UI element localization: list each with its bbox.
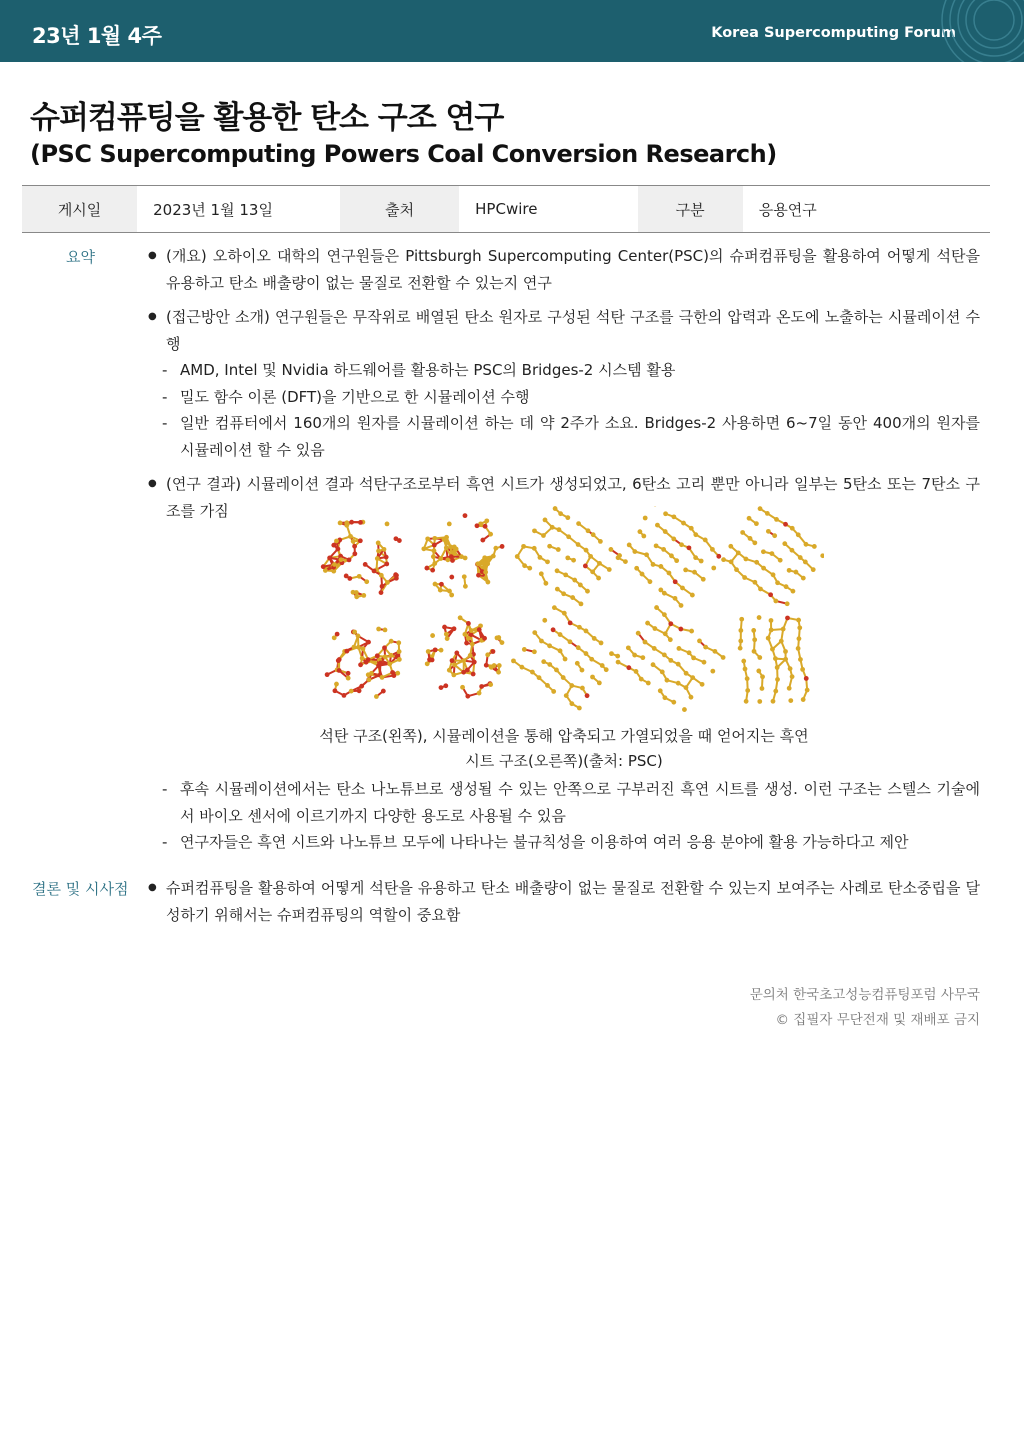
summary-label: 요약	[66, 248, 95, 266]
structure-panel-6	[325, 627, 402, 699]
swirl-decoration-icon	[924, 0, 1024, 62]
structure-panel-3	[515, 506, 622, 606]
week-label: 23년 1월 4주	[32, 24, 162, 48]
followup-detail-nanotube: - 후속 시뮬레이션에서는 탄소 나노튜브로 생성될 수 있는 안쪽으로 구부러진 흑연 시트를 생성. 이런 구조는 스텔스 기술에서 바이오 센서에 이르기까지 다양한 용도로 사용될 수 있음	[148, 776, 980, 829]
approach-detail-runtime: - 일반 컴퓨터에서 160개의 원자를 시뮬레이션 하는 데 약 2주가 소요. Bridges-2 사용하면 6~7일 동안 400개의 원자를 시뮬레이션 할 수 있음	[148, 410, 980, 463]
source-label: 출처	[340, 186, 459, 232]
structure-panel-1	[321, 520, 402, 600]
structure-panel-5	[721, 506, 824, 606]
forum-name: Korea Supercomputing Forum	[711, 25, 956, 41]
structure-panel-10	[738, 615, 810, 704]
source-value: HPCwire	[459, 186, 637, 232]
conclusion-body	[148, 875, 980, 928]
summary-followup	[148, 776, 980, 856]
figure-caption	[148, 724, 980, 774]
caption-line-2: 시트 구조(오른쪽)(출처: PSC)	[465, 752, 663, 770]
structure-panel-4	[616, 506, 722, 608]
structure-panel-8	[511, 605, 620, 710]
structure-panel-2	[421, 513, 504, 597]
category-label: 구분	[638, 186, 743, 232]
footer-contact: 문의처 한국초고성능컴퓨팅포럼 사무국	[749, 987, 980, 1003]
posted-value: 2023년 1월 13일	[137, 186, 340, 232]
summary-body	[148, 243, 980, 524]
top-banner	[0, 0, 1024, 62]
caption-line-1: 석탄 구조(왼쪽), 시뮬레이션을 통해 압축되고 가열되었을 때 얻어지는 흑연	[319, 727, 809, 745]
structure-panel-9	[616, 605, 726, 712]
conclusion-label: 결론 및 시사점	[32, 880, 129, 898]
posted-label: 게시일	[22, 186, 137, 232]
summary-bullet-approach: ● (접근방안 소개) 연구원들은 무작위로 배열된 탄소 원자로 구성된 석탄 구조를 극한의 압력과 온도에 노출하는 시뮬레이션 수행	[148, 304, 980, 357]
structure-panel-7	[425, 615, 505, 698]
meta-table	[22, 185, 990, 233]
followup-detail-irregularity: - 연구자들은 흑연 시트와 나노튜브 모두에 나타나는 불규칙성을 이용하여 여러 응용 분야에 활용 가능하다고 제안	[148, 829, 980, 856]
page-subtitle: (PSC Supercomputing Powers Coal Conversion Research)	[30, 140, 777, 168]
summary-bullet-overview: ● (개요) 오하이오 대학의 연구원들은 Pittsburgh Supercomputing Center(PSC)의 슈퍼컴퓨팅을 활용하여 어떻게 석탄을 유용하고 탄소 배출량이 없는 물질로 전환할 수 있는지 연구	[148, 243, 980, 296]
category-value: 응용연구	[743, 186, 990, 232]
page-title: 슈퍼컴퓨팅을 활용한 탄소 구조 연구	[30, 100, 504, 136]
approach-detail-hardware: - AMD, Intel 및 Nvidia 하드웨어를 활용하는 PSC의 Bridges-2 시스템 활용	[148, 357, 980, 384]
summary-bullet-results: ● (연구 결과) 시뮬레이션 결과 석탄구조로부터 흑연 시트가 생성되었고, 6탄소 고리 뿐만 아니라 일부는 5탄소 또는 7탄소 구조를 가짐	[148, 471, 980, 524]
conclusion-bullet: ● 슈퍼컴퓨팅을 활용하여 어떻게 석탄을 유용하고 탄소 배출량이 없는 물질로 전환할 수 있는지 보여주는 사례로 탄소중립을 달성하기 위해서는 슈퍼컴퓨팅의 역할이 중요함	[148, 875, 980, 928]
coal-graphite-structure-figure	[310, 506, 824, 712]
footer-copyright: © 집필자 무단전재 및 재배포 금지	[775, 1012, 980, 1028]
approach-detail-dft: - 밀도 함수 이론 (DFT)을 기반으로 한 시뮬레이션 수행	[148, 384, 980, 411]
